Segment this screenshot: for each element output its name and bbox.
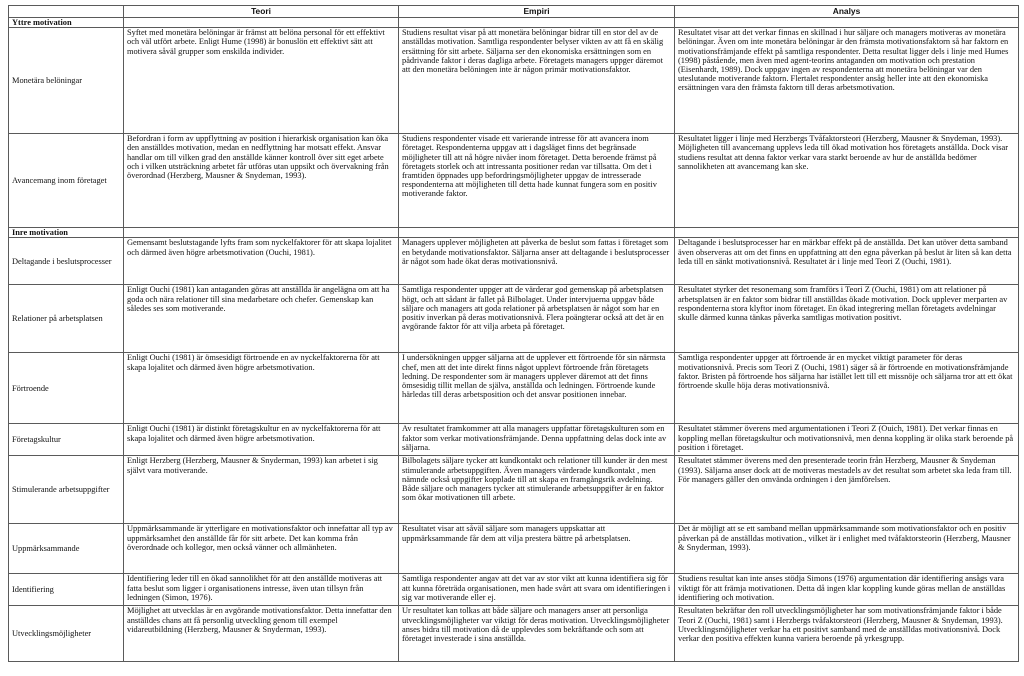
table-row bbox=[9, 134, 1019, 228]
empiri-cell: Ur resultatet kan tolkas att både säljare och managers anser att personliga utvecklingsmöjligheter var viktigt för deras motivation. Utvecklingsmöjligheter anses bidra till motivation då de upplevdes som bekräftande och som att företaget investerade i sina anställda. bbox=[399, 606, 675, 662]
analys-cell: Resultatet visar att det verkar finnas en skillnad i hur säljare och managers motiveras av monetära belöningar. Även om inte monetära belöningar är den främsta motivationsfaktorn så har faktorn en motivationsfrämjande effekt på samtliga respondenter. Detta resultat ligger dels i linje med Humes (1998) påstående, men även med agent-teorins antaganden om motivation och prestation (Eisenhardt, 1989). Dock uppgav ingen av respondenterna att monetära belöningar var den uteslutande motiverande faktorn. Flertalet respondenter ansåg heller inte att den ekonomiska ersättningen vara den främsta faktorn till deras arbetsmotivation. bbox=[675, 28, 1019, 134]
teori-cell: Enligt Herzberg (Herzberg, Mausner & Snyderman, 1993) kan arbetet i sig självt vara motiverande. bbox=[124, 456, 399, 524]
analys-cell: Deltagande i beslutsprocesser har en märkbar effekt på de anställda. Det kan utöver detta samband även observeras att om det finns en uppfattning att den egna påverkan på beslut är liten så kan detta leda till en sänkt motivationsnivå. Resultatet är i linje med Teori Z (Ouchi, 1981). bbox=[675, 238, 1019, 285]
empiri-cell: Studiens resultat visar på att monetära belöningar bidrar till en stor del av de anställdas motivation. Samtliga respondenter belyser vikten av att få en skälig ersättning för sitt arbete. Säljarna ser den ekonomiska ersättningen som en pådrivande faktor i deras dagliga arbete. Företagets managers uppger däremot att den monetära belöningen inte är någon primär motivationsfaktor. bbox=[399, 28, 675, 134]
empiri-cell: Studiens respondenter visade ett varierande intresse för att avancera inom företaget. Respondenterna uppgav att i dagsläget finns det begränsade möjligheter till att nå högre nivåer inom företaget. Detta beroende främst på företagets storlek och att intressanta positioner redan var tillsatta. Om det i framtiden öppnades upp befordringsmöjligheter uppgav de intresserade respondenterna att möjligheten till detta hade kunnat fungera som en positiv motiverande faktor. bbox=[399, 134, 675, 228]
row-label: Uppmärksammande bbox=[9, 524, 124, 574]
analys-cell: Resultatet ligger i linje med Herzbergs Tvåfaktorsteori (Herzberg, Mausner & Snydeman, 1993). Möjligheten till avancemang upplevs leda till ökad motivation hos företagets anställda. Dock visar studiens resultat att denna faktor verkar vara starkt beroende av hur de anställda bedömer sannolikheten att avancemang kan ske. bbox=[675, 134, 1019, 228]
analys-cell: Det är möjligt att se ett samband mellan uppmärksammande som motivationsfaktor och en positiv påverkan på de anställdas motivation., vilket är i enlighet med tvåfaktorsteorin (Herzberg, Mausner & Snyderman, 1993). bbox=[675, 524, 1019, 574]
row-label: Förtroende bbox=[9, 353, 124, 424]
teori-cell: Identifiering leder till en ökad sannolikhet för att den anställde motiveras att fatta beslut som ligger i organisationens intresse, även utan tillsyn från ledningen (Simon, 1976). bbox=[124, 574, 399, 606]
row-label: Monetära belöningar bbox=[9, 28, 124, 134]
empiri-cell: Resultatet visar att såväl säljare som managers uppskattar att uppmärksammande får dem att vilja prestera bättre på arbetsplatsen. bbox=[399, 524, 675, 574]
table-row bbox=[9, 28, 1019, 134]
analys-cell: Studiens resultat kan inte anses stödja Simons (1976) argumentation där identifiering ansågs vara viktigt för att främja motivationen. Detta då ingen klar koppling kunde göras mellan de anställdas identifiering och motivation. bbox=[675, 574, 1019, 606]
row-label: Företagskultur bbox=[9, 424, 124, 456]
teori-cell: Enligt Ouchi (1981) är ömsesidigt förtroende en av nyckelfaktorerna för att skapa lojalitet och därmed även högre arbetsmotivation. bbox=[124, 353, 399, 424]
teori-cell: Uppmärksammande är ytterligare en motivationsfaktor och innefattar all typ av uppmärksamhet den anställde får för sitt arbete. Det kan komma från överordnade och kollegor, men också vänner och allmänheten. bbox=[124, 524, 399, 574]
teori-cell: Syftet med monetära belöningar är främst att belöna personal för ett effektivt och väl utfört arbete. Enligt Hume (1998) är bonuslön ett effektivt sätt att motivera såväl grupper som enskilda individer. bbox=[124, 28, 399, 134]
teori-cell: Möjlighet att utvecklas är en avgörande motivationsfaktor. Detta innefattar den anställdes chans att få personlig utveckling genom till exempel vidareutbildning (Herzberg, Mausner & Snyderman, 1993). bbox=[124, 606, 399, 662]
analysis-table bbox=[8, 5, 1019, 662]
analys-cell: Resultaten bekräftar den roll utvecklingsmöjligheter har som motivationsfrämjande faktor i både Teori Z (Ouchi, 1981) samt i Herzbergs tvåfaktorsteori (Herzberg, Mausner & Snydeman, 1993). Utvecklingsmöjligheter verkar ha ett positivt samband med de anställdas motivationsnivå. Dock verkar den positiva effekten kunna variera beroende på yrkesgrupp. bbox=[675, 606, 1019, 662]
header-empiri: Empiri bbox=[399, 6, 675, 18]
header-teori: Teori bbox=[124, 6, 399, 18]
teori-cell: Enligt Ouchi (1981) kan antaganden göras att anställda är angelägna om att ha goda och nära relationer till sina medarbetare och chefer. Gemenskap kan således ses som motiverande. bbox=[124, 285, 399, 353]
table-row bbox=[9, 353, 1019, 424]
row-label: Stimulerande arbetsuppgifter bbox=[9, 456, 124, 524]
empiri-cell: Bilbolagets säljare tycker att kundkontakt och relationer till kunder är den mest stimulerande arbetsuppgiften. Även managers värderade kundkontakt , men nämnde också uppgifter kopplade till att skapa en framgångsrik avdelning. Både säljare och managers tycker att stimulerande arbetsuppgifter är en faktor som ökar motivationen till arbete. bbox=[399, 456, 675, 524]
empiri-cell: Av resultatet framkommer att alla managers uppfattar företagskulturen som en faktor som verkar motivationsfrämjande. Denna uppfattning delas dock inte av säljarna. bbox=[399, 424, 675, 456]
table-row bbox=[9, 424, 1019, 456]
row-label: Utvecklingsmöjligheter bbox=[9, 606, 124, 662]
header-empty bbox=[9, 6, 124, 18]
teori-cell: Gemensamt beslutstagande lyfts fram som nyckelfaktorer för att skapa lojalitet och därmed även högre arbetsmotivation (Ouchi, 1981). bbox=[124, 238, 399, 285]
table-row bbox=[9, 238, 1019, 285]
section-title: Yttre motivation bbox=[9, 18, 124, 28]
section-row bbox=[9, 228, 1019, 238]
empiri-cell: Samtliga respondenter uppger att de värderar god gemenskap på arbetsplatsen högt, och att sådant är fallet på Bilbolaget. Under intervjuerna uppgav både säljare och managers att goda relationer på arbetsplatsen är något som har en positiv inverkan på deras motivationsnivå. Flera poängterar också att det är en avgörande faktor för att vilja arbeta på företaget. bbox=[399, 285, 675, 353]
row-label: Identifiering bbox=[9, 574, 124, 606]
empiri-cell: I undersökningen uppger säljarna att de upplever ett förtroende för sin närmsta chef, men att det inte direkt finns något upplevt förtroende från företagets ledning. De respondenter som är managers upplever däremot att det finns ömsesidig tillit mellan de själva, anställda och ledningen. Förtroende kunde härledas till deras arbetsposition och det ansvar positionen innebar. bbox=[399, 353, 675, 424]
analys-cell: Resultatet stämmer överens med den presenterade teorin från Herzberg, Mausner & Snydeman (1993). Säljarna anser dock att de motiveras mestadels av det resultat som arbetet ska leda fram till. För managers gäller den omvända ordningen i den jämförelsen. bbox=[675, 456, 1019, 524]
table-row bbox=[9, 574, 1019, 606]
section-title: Inre motivation bbox=[9, 228, 124, 238]
row-label: Deltagande i beslutsprocesser bbox=[9, 238, 124, 285]
section-row bbox=[9, 18, 1019, 28]
table-row bbox=[9, 285, 1019, 353]
table-row bbox=[9, 606, 1019, 662]
analys-cell: Resultatet styrker det resonemang som framförs i Teori Z (Ouchi, 1981) om att relationer på arbetsplatsen är en faktor som bidrar till anställdas ökade motivation. Dock upplever merparten av respondenterna stora klyftor inom företaget. En ökad integrering mellan företagets avdelningar skulle därmed kunna tänkas påverka samtligas motivation positivt. bbox=[675, 285, 1019, 353]
empiri-cell: Managers upplever möjligheten att påverka de beslut som fattas i företaget som en betydande motivationsfaktor. Säljarna anser att deltagande i beslutsprocesser är något som hade ökat deras motivationsnivå. bbox=[399, 238, 675, 285]
analys-cell: Resultatet stämmer överens med argumentationen i Teori Z (Ouich, 1981). Det verkar finnas en koppling mellan företagskultur och motivationsnivå, men denna koppling är olika stark beroende på position i företaget. bbox=[675, 424, 1019, 456]
analys-cell: Samtliga respondenter uppger att förtroende är en mycket viktigt parameter för deras motivationsnivå. Precis som Teori Z (Ouchi, 1981) säger så är förtroende en motivationsfrämjande faktor. Bristen på förtroende hos säljarna har istället lett till ett missnöje och säljarna tror att ett ökat förtroende skulle höja deras motivationsnivå. bbox=[675, 353, 1019, 424]
teori-cell: Enligt Ouchi (1981) är distinkt företagskultur en av nyckelfaktorerna för att skapa lojalitet och därmed även högre arbetsmotivation. bbox=[124, 424, 399, 456]
table-row bbox=[9, 524, 1019, 574]
table-row bbox=[9, 456, 1019, 524]
row-label: Relationer på arbetsplatsen bbox=[9, 285, 124, 353]
header-row bbox=[9, 6, 1019, 18]
row-label: Avancemang inom företaget bbox=[9, 134, 124, 228]
empiri-cell: Samtliga respondenter angav att det var av stor vikt att kunna identifiera sig för att kunna företräda organisationen, men hade svårt att svara om identifieringen i sig var motiverande eller ej. bbox=[399, 574, 675, 606]
teori-cell: Befordran i form av uppflyttning av position i hierarkisk organisation kan öka den anställdes motivation, medan en nedflyttning har motsatt effekt. Ansvar handlar om till vilken grad den anställde känner kontroll över sitt eget arbete och i vilken utsträckning arbetet får utföras utan uppsikt och övervakning från överordnad (Herzberg, Mausner & Snydeman, 1993). bbox=[124, 134, 399, 228]
header-analys: Analys bbox=[675, 6, 1019, 18]
